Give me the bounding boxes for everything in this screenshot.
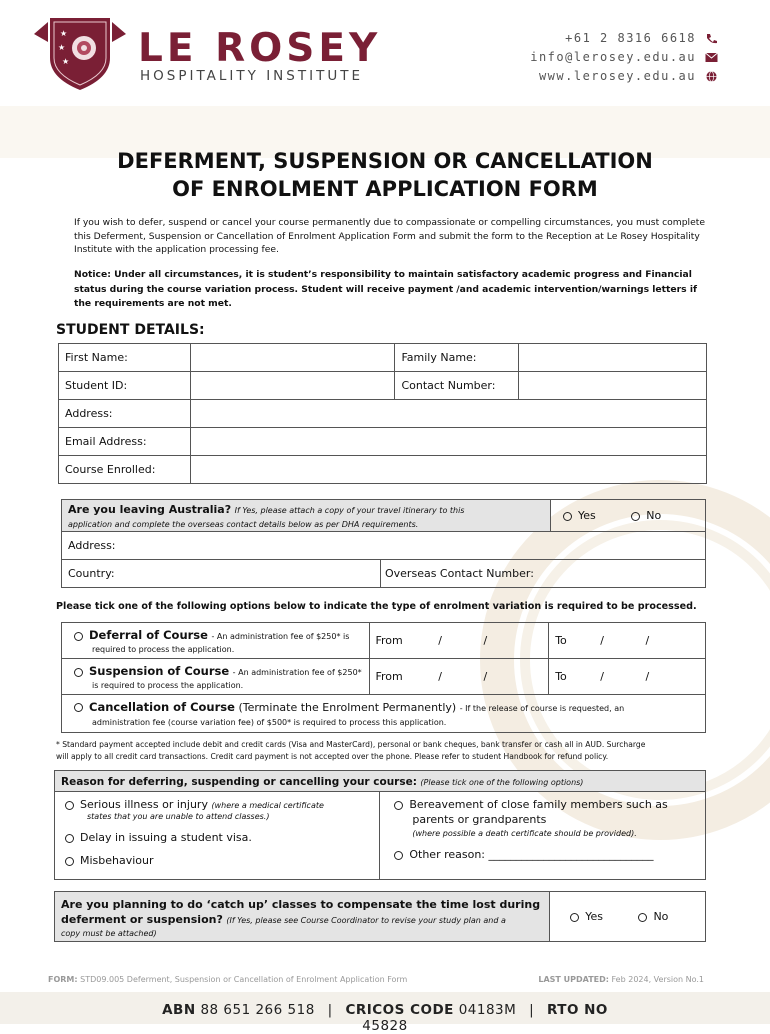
visa-delay-radio[interactable]	[65, 834, 74, 843]
separator: |	[327, 1002, 333, 1018]
catchup-no-label: No	[653, 910, 669, 923]
illness-radio[interactable]	[65, 801, 74, 810]
catchup-line1: Are you planning to do ‘catch up’ classes to compensate the time lost during	[61, 897, 541, 911]
cancellation-title: Cancellation of Course	[89, 699, 235, 714]
leaving-australia-question	[62, 500, 551, 532]
catchup-options	[550, 892, 706, 942]
date-slash: /	[645, 634, 650, 647]
catchup-line2: deferment or suspension?	[61, 912, 223, 926]
date-slash: /	[600, 670, 605, 683]
overseas-contact-field[interactable]	[381, 560, 706, 588]
student-id-field[interactable]	[190, 372, 395, 400]
overseas-address-label: Address:	[68, 539, 116, 552]
rto-label: RTO NO	[546, 1002, 608, 1018]
suspension-to-field[interactable]	[549, 659, 706, 695]
cancellation-paren: (Terminate the Enrolment Permanently)	[238, 700, 457, 714]
cancellation-fee2: administration fee (course variation fee) of $500* is required to process this application.	[92, 717, 447, 727]
leaving-australia-label: Are you leaving Australia?	[68, 502, 232, 516]
family-name-label: Family Name:	[395, 344, 519, 372]
first-name-field[interactable]	[190, 344, 395, 372]
deferral-to-field[interactable]	[549, 623, 706, 659]
svg-text:★: ★	[60, 29, 68, 38]
payment-note-line1: * Standard payment accepted include debit and credit cards (Visa and MasterCard), personal or bank cheques, bank transfer or cash all in AUD. Surcharge	[56, 740, 646, 749]
last-updated	[538, 975, 704, 984]
phone-icon	[705, 33, 718, 44]
date-slash: /	[438, 634, 442, 647]
suspension-to-label: To	[555, 670, 567, 683]
options-instruction: Please tick one of the following options below to indicate the type of enrolment variation is required to be processed.	[56, 601, 697, 612]
email-field[interactable]	[190, 428, 706, 456]
date-slash: /	[438, 670, 442, 683]
svg-text:★: ★	[58, 43, 66, 52]
bereavement-label: Bereavement of close family members such as	[409, 798, 668, 811]
date-slash: /	[483, 670, 488, 683]
australia-yes-label: Yes	[578, 509, 596, 522]
catchup-no-radio[interactable]	[638, 913, 647, 922]
country-label: Country:	[68, 567, 115, 580]
address-field[interactable]	[190, 400, 706, 428]
misbehaviour-radio[interactable]	[65, 857, 74, 866]
brand-subtitle: HOSPITALITY INSTITUTE	[140, 68, 363, 84]
form-footer	[48, 975, 407, 984]
other-reason-radio[interactable]	[394, 851, 403, 860]
reason-right-column	[380, 792, 706, 880]
catchup-note2: copy must be attached)	[61, 928, 157, 938]
last-updated-text: Feb 2024, Version No.1	[611, 975, 704, 984]
last-updated-label: LAST UPDATED:	[538, 975, 609, 984]
abn-value: 88 651 266 518	[200, 1002, 315, 1018]
suspension-fee: - An administration fee of $250*	[232, 668, 362, 677]
australia-yes-radio[interactable]	[563, 512, 572, 521]
payment-note-line2: will apply to all credit card transactions. Credit card payment is not accepted over the phone. Please refer to student Handbook for refund policy.	[56, 751, 609, 761]
notice-paragraph: Notice: Under all circumstances, it is student’s responsibility to maintain satisfactory academic progress and Financial status during the course variation process. Student will receive payment /and academic intervention/warnings letters if the requirements are not met.	[74, 269, 697, 309]
cancellation-radio[interactable]	[74, 703, 83, 712]
visa-delay-label: Delay in issuing a student visa.	[80, 831, 252, 844]
other-reason-field[interactable]: Other reason: ______________________________	[409, 848, 654, 861]
suspension-fee2: is required to process the application.	[92, 681, 244, 690]
student-details-heading: STUDENT DETAILS:	[56, 322, 205, 338]
misbehaviour-label: Misbehaviour	[80, 854, 154, 867]
form-code-label: FORM:	[48, 975, 78, 984]
leaving-australia-table	[61, 499, 706, 588]
catchup-question	[55, 892, 550, 942]
reason-heading-note: (Please tick one of the following options)	[420, 777, 584, 787]
registration-line	[150, 1002, 620, 1034]
form-title-line1: DEFERMENT, SUSPENSION OR CANCELLATION	[117, 149, 653, 173]
deferral-from-label: From	[375, 634, 403, 647]
brand-name: LE ROSEY	[138, 26, 382, 71]
family-name-field[interactable]	[519, 344, 707, 372]
reason-heading: Reason for deferring, suspending or cancelling your course:	[61, 775, 417, 788]
email-label: Email Address:	[59, 428, 191, 456]
student-details-table	[58, 343, 707, 484]
illness-note2: states that you are unable to attend classes.)	[87, 812, 270, 821]
cricos-label: CRICOS CODE	[345, 1002, 454, 1018]
overseas-address-field[interactable]	[62, 532, 706, 560]
intro-paragraph: If you wish to defer, suspend or cancel your course permanently due to compassionate or compelling circumstances, you must complete this Deferment, Suspension or Cancellation of Enrolment Application Form and submit the form to the Reception at Le Rosey Hospitality Institute with the application processing fee.	[74, 217, 706, 255]
catchup-yes-label: Yes	[585, 910, 603, 923]
contact-number-field[interactable]	[519, 372, 707, 400]
first-name-label: First Name:	[59, 344, 191, 372]
form-code-text: STD09.005 Deferment, Suspension or Cancellation of Enrolment Application Form	[80, 975, 408, 984]
rto-value: 45828	[362, 1018, 408, 1034]
student-id-label: Student ID:	[59, 372, 191, 400]
catchup-table	[54, 891, 706, 942]
cricos-value: 04183M	[458, 1002, 517, 1018]
suspension-option	[62, 659, 370, 695]
deferral-option	[62, 623, 370, 659]
suspension-radio[interactable]	[74, 668, 83, 677]
australia-no-label: No	[646, 509, 662, 522]
svg-text:★: ★	[62, 57, 70, 66]
deferral-title: Deferral of Course	[89, 628, 208, 642]
date-slash: /	[483, 634, 488, 647]
country-field[interactable]	[62, 560, 381, 588]
reason-heading-cell	[55, 771, 706, 792]
deferral-to-label: To	[555, 634, 567, 647]
address-label: Address:	[59, 400, 191, 428]
illness-note1: (where a medical certificate	[211, 801, 324, 810]
date-slash: /	[645, 670, 650, 683]
deferral-fee: - An administration fee of $250* is	[211, 632, 350, 641]
form-title-line2: OF ENROLMENT APPLICATION FORM	[172, 177, 598, 201]
australia-no-radio[interactable]	[631, 512, 640, 521]
leaving-australia-options	[551, 500, 706, 532]
date-slash: /	[600, 634, 605, 647]
abn-label: ABN	[162, 1002, 196, 1018]
payment-note	[56, 739, 716, 762]
contact-number-label: Contact Number:	[395, 372, 519, 400]
leaving-australia-note2: application and complete the overseas contact details below as per DHA requirements.	[68, 519, 419, 529]
phone-text: +61 2 8316 6618	[565, 31, 696, 45]
cancellation-fee: - If the release of course is requested, an	[459, 703, 625, 713]
cancellation-option	[62, 695, 706, 733]
overseas-contact-label: Overseas Contact Number:	[385, 567, 534, 580]
bereavement-radio[interactable]	[394, 801, 403, 810]
suspension-from-label: From	[375, 670, 403, 683]
email-text: info@lerosey.edu.au	[530, 50, 696, 64]
illness-label: Serious illness or injury	[80, 798, 208, 811]
reason-table	[54, 770, 706, 880]
reason-left-column	[55, 792, 380, 880]
catchup-note: (If Yes, please see Course Coordinator to revise your study plan and a	[226, 915, 506, 925]
suspension-title: Suspension of Course	[89, 664, 230, 678]
deferral-from-field[interactable]	[369, 623, 549, 659]
suspension-from-field[interactable]	[369, 659, 549, 695]
globe-icon	[705, 71, 718, 82]
leaving-australia-note1: If Yes, please attach a copy of your travel itinerary to this	[234, 505, 465, 515]
course-field[interactable]	[190, 456, 706, 484]
catchup-yes-radio[interactable]	[570, 913, 579, 922]
website-text: www.lerosey.edu.au	[538, 69, 696, 83]
deferral-fee2: required to process the application.	[92, 645, 235, 654]
bereavement-label2: parents or grandparents	[412, 813, 547, 826]
logo-crest-icon	[34, 14, 126, 92]
variation-options-table	[61, 622, 706, 733]
separator: |	[529, 1002, 535, 1018]
course-label: Course Enrolled:	[59, 456, 191, 484]
deferral-radio[interactable]	[74, 632, 83, 641]
bereavement-note: (where possible a death certificate should be provided).	[412, 829, 637, 838]
mail-icon	[705, 52, 718, 63]
